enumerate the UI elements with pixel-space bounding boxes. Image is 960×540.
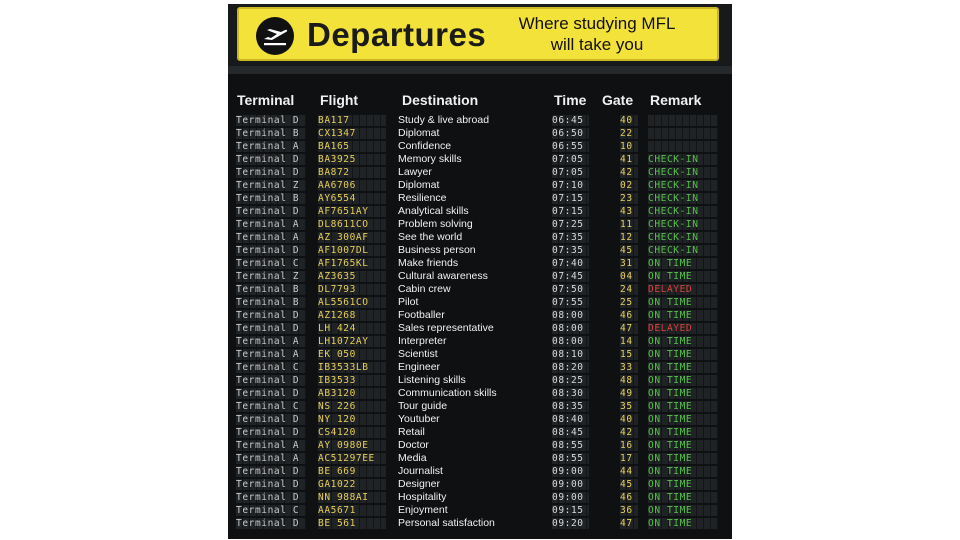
terminal-cell: Terminal B xyxy=(236,284,306,295)
remark-cell: CHECK-IN xyxy=(648,219,718,230)
time-cell: 09:00 xyxy=(552,492,589,503)
time-cell: 07:15 xyxy=(552,206,589,217)
table-row xyxy=(228,413,732,426)
gate-cell: 15 xyxy=(620,349,638,360)
gate-cell: 41 xyxy=(620,154,638,165)
destination-cell: Engineer xyxy=(398,361,441,373)
remark-cell xyxy=(648,115,718,126)
terminal-cell: Terminal A xyxy=(236,219,306,230)
remark-cell: ON TIME xyxy=(648,492,718,503)
flight-cell: AF1007DL xyxy=(318,245,386,256)
destination-cell: Problem solving xyxy=(398,218,473,230)
destination-cell: Personal satisfaction xyxy=(398,517,495,529)
gate-cell: 25 xyxy=(620,297,638,308)
remark-cell: ON TIME xyxy=(648,466,718,477)
remark-cell: ON TIME xyxy=(648,297,718,308)
time-cell: 08:00 xyxy=(552,323,589,334)
table-row xyxy=(228,179,732,192)
gate-cell: 17 xyxy=(620,453,638,464)
terminal-cell: Terminal A xyxy=(236,453,306,464)
terminal-cell: Terminal B xyxy=(236,297,306,308)
flight-cell: AA5671 xyxy=(318,505,386,516)
gate-cell: 48 xyxy=(620,375,638,386)
time-cell: 08:45 xyxy=(552,427,589,438)
page-title: Departures xyxy=(307,16,487,53)
time-cell: 07:45 xyxy=(552,271,589,282)
destination-cell: Cabin crew xyxy=(398,283,451,295)
destination-cell: Cultural awareness xyxy=(398,270,488,282)
time-cell: 08:30 xyxy=(552,388,589,399)
column-header-destination: Destination xyxy=(402,92,479,108)
table-row xyxy=(228,439,732,452)
flight-cell: AA6706 xyxy=(318,180,386,191)
remark-cell: ON TIME xyxy=(648,479,718,490)
time-cell: 08:25 xyxy=(552,375,589,386)
table-row xyxy=(228,478,732,491)
terminal-cell: Terminal D xyxy=(236,323,306,334)
time-cell: 09:00 xyxy=(552,466,589,477)
table-row xyxy=(228,283,732,296)
time-cell: 08:35 xyxy=(552,401,589,412)
table-row xyxy=(228,205,732,218)
column-header-terminal: Terminal xyxy=(237,92,295,108)
gate-cell: 23 xyxy=(620,193,638,204)
flight-cell: LH 424 xyxy=(318,323,386,334)
time-cell: 08:20 xyxy=(552,362,589,373)
terminal-cell: Terminal D xyxy=(236,466,306,477)
remark-cell: ON TIME xyxy=(648,349,718,360)
gate-cell: 42 xyxy=(620,167,638,178)
table-row xyxy=(228,387,732,400)
table-row xyxy=(228,322,732,335)
remark-cell: ON TIME xyxy=(648,440,718,451)
remark-cell: DELAYED xyxy=(648,323,718,334)
table-row xyxy=(228,452,732,465)
time-cell: 07:05 xyxy=(552,154,589,165)
destination-cell: Listening skills xyxy=(398,374,466,386)
gate-cell: 04 xyxy=(620,271,638,282)
destination-cell: Scientist xyxy=(398,348,438,360)
gate-cell: 46 xyxy=(620,310,638,321)
flight-cell: AY 0980E xyxy=(318,440,386,451)
table-row xyxy=(228,231,732,244)
time-cell: 09:00 xyxy=(552,479,589,490)
table-row xyxy=(228,400,732,413)
remark-cell: ON TIME xyxy=(648,271,718,282)
flight-cell: AF1765KL xyxy=(318,258,386,269)
time-cell: 09:20 xyxy=(552,518,589,529)
flight-cell: EK 050 xyxy=(318,349,386,360)
gate-cell: 31 xyxy=(620,258,638,269)
board-header xyxy=(228,4,732,72)
terminal-cell: Terminal D xyxy=(236,115,306,126)
remark-cell: ON TIME xyxy=(648,505,718,516)
table-row xyxy=(228,153,732,166)
gate-cell: 33 xyxy=(620,362,638,373)
column-header-time: Time xyxy=(554,92,587,108)
terminal-cell: Terminal A xyxy=(236,232,306,243)
table-row xyxy=(228,127,732,140)
terminal-cell: Terminal Z xyxy=(236,180,306,191)
terminal-cell: Terminal A xyxy=(236,440,306,451)
time-cell: 07:05 xyxy=(552,167,589,178)
destination-cell: Study & live abroad xyxy=(398,114,490,126)
gate-cell: 47 xyxy=(620,518,638,529)
gate-cell: 36 xyxy=(620,505,638,516)
terminal-cell: Terminal D xyxy=(236,492,306,503)
terminal-cell: Terminal D xyxy=(236,414,306,425)
remark-cell: CHECK-IN xyxy=(648,167,718,178)
table-row xyxy=(228,309,732,322)
gate-cell: 02 xyxy=(620,180,638,191)
flight-cell: BE 561 xyxy=(318,518,386,529)
gate-cell: 24 xyxy=(620,284,638,295)
remark-cell: ON TIME xyxy=(648,375,718,386)
flight-cell: AZ3635 xyxy=(318,271,386,282)
destination-cell: Resilience xyxy=(398,192,447,204)
terminal-cell: Terminal D xyxy=(236,375,306,386)
remark-cell: DELAYED xyxy=(648,284,718,295)
gate-cell: 40 xyxy=(620,414,638,425)
terminal-cell: Terminal C xyxy=(236,401,306,412)
remark-cell: CHECK-IN xyxy=(648,154,718,165)
time-cell: 08:55 xyxy=(552,453,589,464)
flight-cell: AZ 300AF xyxy=(318,232,386,243)
column-header-flight: Flight xyxy=(320,92,359,108)
destination-cell: Journalist xyxy=(398,465,443,477)
terminal-cell: Terminal A xyxy=(236,349,306,360)
flight-cell: BE 669 xyxy=(318,466,386,477)
destination-cell: See the world xyxy=(398,231,463,243)
table-row xyxy=(228,140,732,153)
gate-cell: 11 xyxy=(620,219,638,230)
remark-cell: ON TIME xyxy=(648,258,718,269)
destination-cell: Footballer xyxy=(398,309,445,321)
flight-cell: GA1022 xyxy=(318,479,386,490)
remark-cell: CHECK-IN xyxy=(648,193,718,204)
time-cell: 07:35 xyxy=(552,245,589,256)
flight-cell: CS4120 xyxy=(318,427,386,438)
remark-cell: CHECK-IN xyxy=(648,206,718,217)
gate-cell: 44 xyxy=(620,466,638,477)
flight-cell: NY 120 xyxy=(318,414,386,425)
time-cell: 08:40 xyxy=(552,414,589,425)
terminal-cell: Terminal D xyxy=(236,167,306,178)
table-row xyxy=(228,296,732,309)
remark-cell: CHECK-IN xyxy=(648,245,718,256)
gate-cell: 42 xyxy=(620,427,638,438)
table-row xyxy=(228,426,732,439)
header-divider xyxy=(228,66,732,74)
table-row xyxy=(228,465,732,478)
terminal-cell: Terminal C xyxy=(236,505,306,516)
table-row xyxy=(228,270,732,283)
time-cell: 08:10 xyxy=(552,349,589,360)
flight-cell: AL5561CO xyxy=(318,297,386,308)
flight-cell: DL7793 xyxy=(318,284,386,295)
destination-cell: Media xyxy=(398,452,427,464)
terminal-cell: Terminal C xyxy=(236,258,306,269)
terminal-cell: Terminal Z xyxy=(236,271,306,282)
tagline-line-2: will take you xyxy=(550,35,644,54)
flight-cell: LH1072AY xyxy=(318,336,386,347)
flight-cell: AC51297EE xyxy=(318,453,386,464)
time-cell: 06:50 xyxy=(552,128,589,139)
terminal-cell: Terminal B xyxy=(236,193,306,204)
terminal-cell: Terminal D xyxy=(236,427,306,438)
destination-cell: Confidence xyxy=(398,140,452,152)
gate-cell: 45 xyxy=(620,245,638,256)
gate-cell: 10 xyxy=(620,141,638,152)
tagline-line-1: Where studying MFL xyxy=(518,14,676,33)
flight-cell: AF7651AY xyxy=(318,206,386,217)
table-row xyxy=(228,517,732,530)
time-cell: 07:40 xyxy=(552,258,589,269)
remark-cell: ON TIME xyxy=(648,336,718,347)
terminal-cell: Terminal D xyxy=(236,154,306,165)
airplane-departure-icon xyxy=(256,17,294,55)
table-row xyxy=(228,218,732,231)
flight-cell: IB3533LB xyxy=(318,362,386,373)
terminal-cell: Terminal A xyxy=(236,336,306,347)
table-row xyxy=(228,166,732,179)
destination-cell: Tour guide xyxy=(398,400,448,412)
table-row xyxy=(228,348,732,361)
remark-cell: ON TIME xyxy=(648,453,718,464)
time-cell: 07:10 xyxy=(552,180,589,191)
time-cell: 07:15 xyxy=(552,193,589,204)
terminal-cell: Terminal D xyxy=(236,245,306,256)
table-row xyxy=(228,244,732,257)
flight-cell: AZ1268 xyxy=(318,310,386,321)
column-header-remark: Remark xyxy=(650,92,702,108)
destination-cell: Retail xyxy=(398,426,425,438)
destination-cell: Business person xyxy=(398,244,476,256)
flight-cell: NS 226 xyxy=(318,401,386,412)
time-cell: 06:45 xyxy=(552,115,589,126)
gate-cell: 43 xyxy=(620,206,638,217)
flight-cell: BA165 xyxy=(318,141,386,152)
gate-cell: 16 xyxy=(620,440,638,451)
flight-cell: AB3120 xyxy=(318,388,386,399)
gate-cell: 45 xyxy=(620,479,638,490)
gate-cell: 47 xyxy=(620,323,638,334)
tagline xyxy=(497,13,697,55)
terminal-cell: Terminal C xyxy=(236,362,306,373)
destination-cell: Memory skills xyxy=(398,153,462,165)
table-row xyxy=(228,504,732,517)
gate-cell: 35 xyxy=(620,401,638,412)
remark-cell: ON TIME xyxy=(648,401,718,412)
destination-cell: Communication skills xyxy=(398,387,497,399)
destination-cell: Hospitality xyxy=(398,491,447,503)
terminal-cell: Terminal D xyxy=(236,518,306,529)
destination-cell: Youtuber xyxy=(398,413,440,425)
table-row xyxy=(228,335,732,348)
terminal-cell: Terminal D xyxy=(236,206,306,217)
destination-cell: Doctor xyxy=(398,439,429,451)
gate-cell: 49 xyxy=(620,388,638,399)
destination-cell: Analytical skills xyxy=(398,205,469,217)
gate-cell: 12 xyxy=(620,232,638,243)
time-cell: 08:55 xyxy=(552,440,589,451)
destination-cell: Sales representative xyxy=(398,322,494,334)
table-row xyxy=(228,374,732,387)
destination-cell: Designer xyxy=(398,478,441,490)
gate-cell: 22 xyxy=(620,128,638,139)
table-row xyxy=(228,491,732,504)
table-row xyxy=(228,257,732,270)
departures-board xyxy=(228,4,732,539)
destination-cell: Diplomat xyxy=(398,127,440,139)
flight-cell: NN 988AI xyxy=(318,492,386,503)
title-banner xyxy=(237,7,719,61)
destination-cell: Diplomat xyxy=(398,179,440,191)
remark-cell: ON TIME xyxy=(648,414,718,425)
flight-cell: AY6554 xyxy=(318,193,386,204)
time-cell: 07:35 xyxy=(552,232,589,243)
remark-cell: ON TIME xyxy=(648,518,718,529)
flight-cell: BA3925 xyxy=(318,154,386,165)
gate-cell: 14 xyxy=(620,336,638,347)
destination-cell: Enjoyment xyxy=(398,504,448,516)
remark-cell xyxy=(648,128,718,139)
time-cell: 08:00 xyxy=(552,336,589,347)
flight-cell: BA872 xyxy=(318,167,386,178)
destination-cell: Make friends xyxy=(398,257,459,269)
time-cell: 07:25 xyxy=(552,219,589,230)
gate-cell: 46 xyxy=(620,492,638,503)
flight-cell: DL8611CO xyxy=(318,219,386,230)
gate-cell: 40 xyxy=(620,115,638,126)
table-row xyxy=(228,192,732,205)
flight-cell: IB3533 xyxy=(318,375,386,386)
terminal-cell: Terminal D xyxy=(236,310,306,321)
remark-cell: ON TIME xyxy=(648,427,718,438)
time-cell: 06:55 xyxy=(552,141,589,152)
table-row xyxy=(228,114,732,127)
destination-cell: Interpreter xyxy=(398,335,447,347)
terminal-cell: Terminal B xyxy=(236,128,306,139)
flight-cell: CX1347 xyxy=(318,128,386,139)
remark-cell: ON TIME xyxy=(648,362,718,373)
time-cell: 08:00 xyxy=(552,310,589,321)
time-cell: 09:15 xyxy=(552,505,589,516)
time-cell: 07:55 xyxy=(552,297,589,308)
column-header-gate: Gate xyxy=(602,92,634,108)
remark-cell: CHECK-IN xyxy=(648,180,718,191)
terminal-cell: Terminal D xyxy=(236,479,306,490)
remark-cell: ON TIME xyxy=(648,310,718,321)
terminal-cell: Terminal D xyxy=(236,388,306,399)
destination-cell: Lawyer xyxy=(398,166,432,178)
flight-cell: BA117 xyxy=(318,115,386,126)
departures-list xyxy=(228,114,732,530)
remark-cell: ON TIME xyxy=(648,388,718,399)
remark-cell: CHECK-IN xyxy=(648,232,718,243)
table-row xyxy=(228,361,732,374)
destination-cell: Pilot xyxy=(398,296,419,308)
column-headers xyxy=(228,90,732,110)
remark-cell xyxy=(648,141,718,152)
terminal-cell: Terminal A xyxy=(236,141,306,152)
time-cell: 07:50 xyxy=(552,284,589,295)
